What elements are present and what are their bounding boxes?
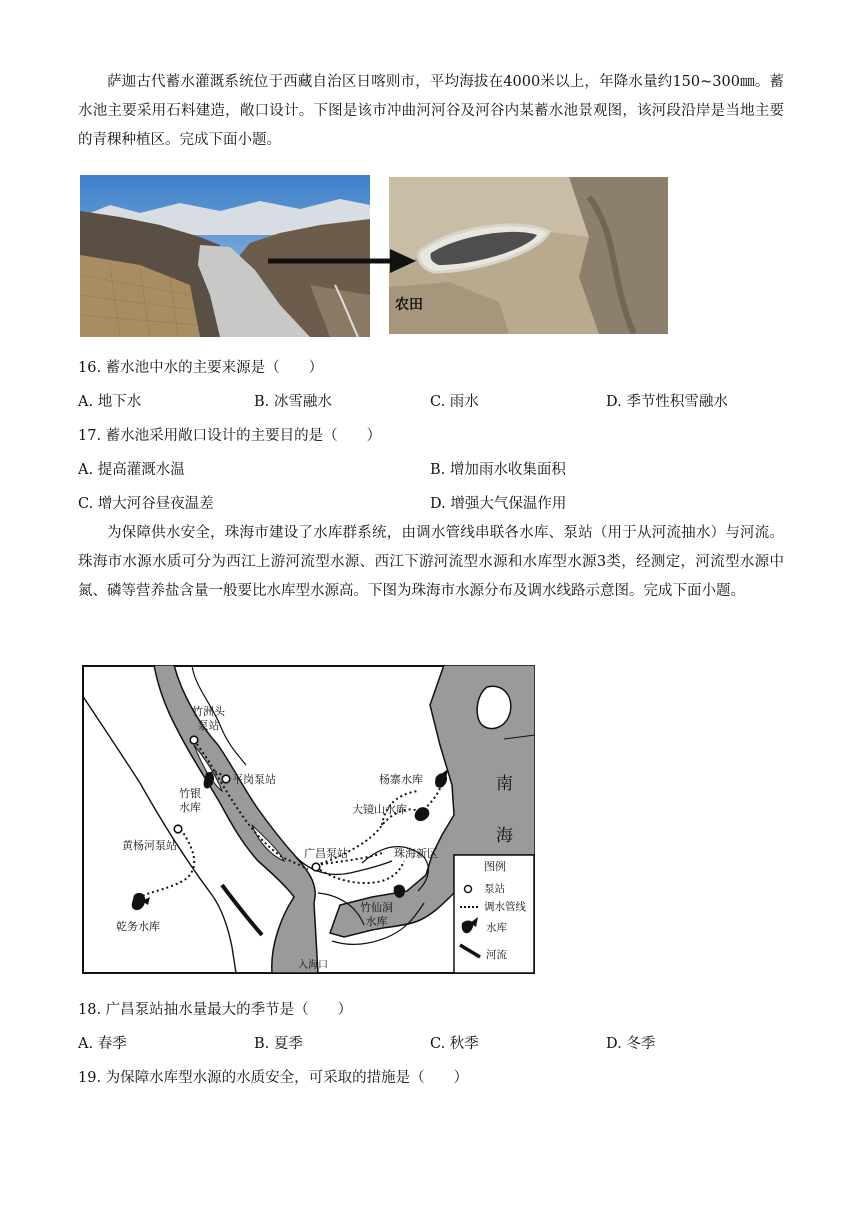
q18-option-c[interactable]: C. 秋季	[430, 1036, 479, 1052]
q18-option-a[interactable]: A. 春季	[78, 1036, 127, 1052]
passage-1: 萨迦古代蓄水灌溉系统位于西藏自治区日喀则市，平均海拔在4000米以上，年降水量约150~300㎜。蓄水池主要采用石料建造，敞口设计。下图是该市冲曲河河谷及河谷内某蓄水池景观图，该河段沿岸是当地主要的青稞种植区。完成下面小题。	[78, 74, 784, 148]
label-huangyanghe: 黄杨河泵站	[122, 839, 177, 852]
question-16: 16. 蓄水池中水的主要来源是（ ）	[78, 360, 324, 376]
q18-option-d[interactable]: D. 冬季	[606, 1036, 656, 1052]
question-19: 19. 为保障水库型水源的水质安全，可采取的措施是（ ）	[78, 1070, 469, 1086]
water-map	[82, 665, 535, 974]
q16-option-b[interactable]: B. 冰雪融水	[254, 394, 332, 410]
q17-option-c[interactable]: C. 增大河谷昼夜温差	[78, 496, 214, 512]
label-xinqu: 珠海新区	[394, 847, 438, 860]
label-qianwu: 乾务水库	[116, 920, 160, 933]
label-yangzhai: 杨寨水库	[379, 773, 423, 786]
legend-river: 河流	[486, 949, 507, 961]
q17-option-a[interactable]: A. 提高灌溉水温	[78, 462, 185, 478]
label-zhuzhoutou: 竹洲头 泵站	[192, 705, 225, 732]
q16-option-a[interactable]: A. 地下水	[78, 394, 142, 410]
q18-option-b[interactable]: B. 夏季	[254, 1036, 303, 1052]
q16-option-d[interactable]: D. 季节性积雪融水	[606, 394, 728, 410]
label-guangchang: 广昌泵站	[304, 847, 348, 860]
passage-2: 为保障供水安全，珠海市建设了水库群系统，由调水管线串联各水库、泵站（用于从河流抽水）与河流。珠海市水源水质可分为西江上游河流型水源、西江下游河流型水源和水库型水源3类，经测定，河流型水源中氮、磷等营养盐含量一般要比水库型水源高。下图为珠海市水源分布及调水线路示意图。完成下面小题。	[78, 525, 784, 599]
q16-option-c[interactable]: C. 雨水	[430, 394, 479, 410]
legend-title: 图例	[484, 860, 506, 873]
q17-option-d[interactable]: D. 增强大气保温作用	[430, 496, 567, 512]
arrow-icon	[268, 248, 418, 274]
question-17: 17. 蓄水池采用敞口设计的主要目的是（ ）	[78, 428, 382, 444]
q17-option-b[interactable]: B. 增加雨水收集面积	[430, 462, 566, 478]
legend-pump: 泵站	[484, 883, 505, 895]
question-18: 18. 广昌泵站抽水量最大的季节是（ ）	[78, 1002, 353, 1018]
label-nan: 南	[496, 774, 513, 794]
legend-reservoir: 水库	[486, 922, 507, 934]
farmland-label: 农田	[395, 297, 423, 313]
legend-pipeline: 调水管线	[484, 901, 526, 913]
label-pinggang: 平岗泵站	[232, 773, 276, 786]
reservoir-photo	[389, 177, 668, 334]
label-dajingshan: 大镜山水库	[352, 803, 407, 816]
label-zhuyin: 竹银 水库	[179, 787, 201, 814]
label-zhuxiandong: 竹仙洞 水库	[360, 901, 393, 928]
label-hai: 海	[496, 826, 513, 846]
label-rukou: 入海口	[298, 960, 328, 971]
